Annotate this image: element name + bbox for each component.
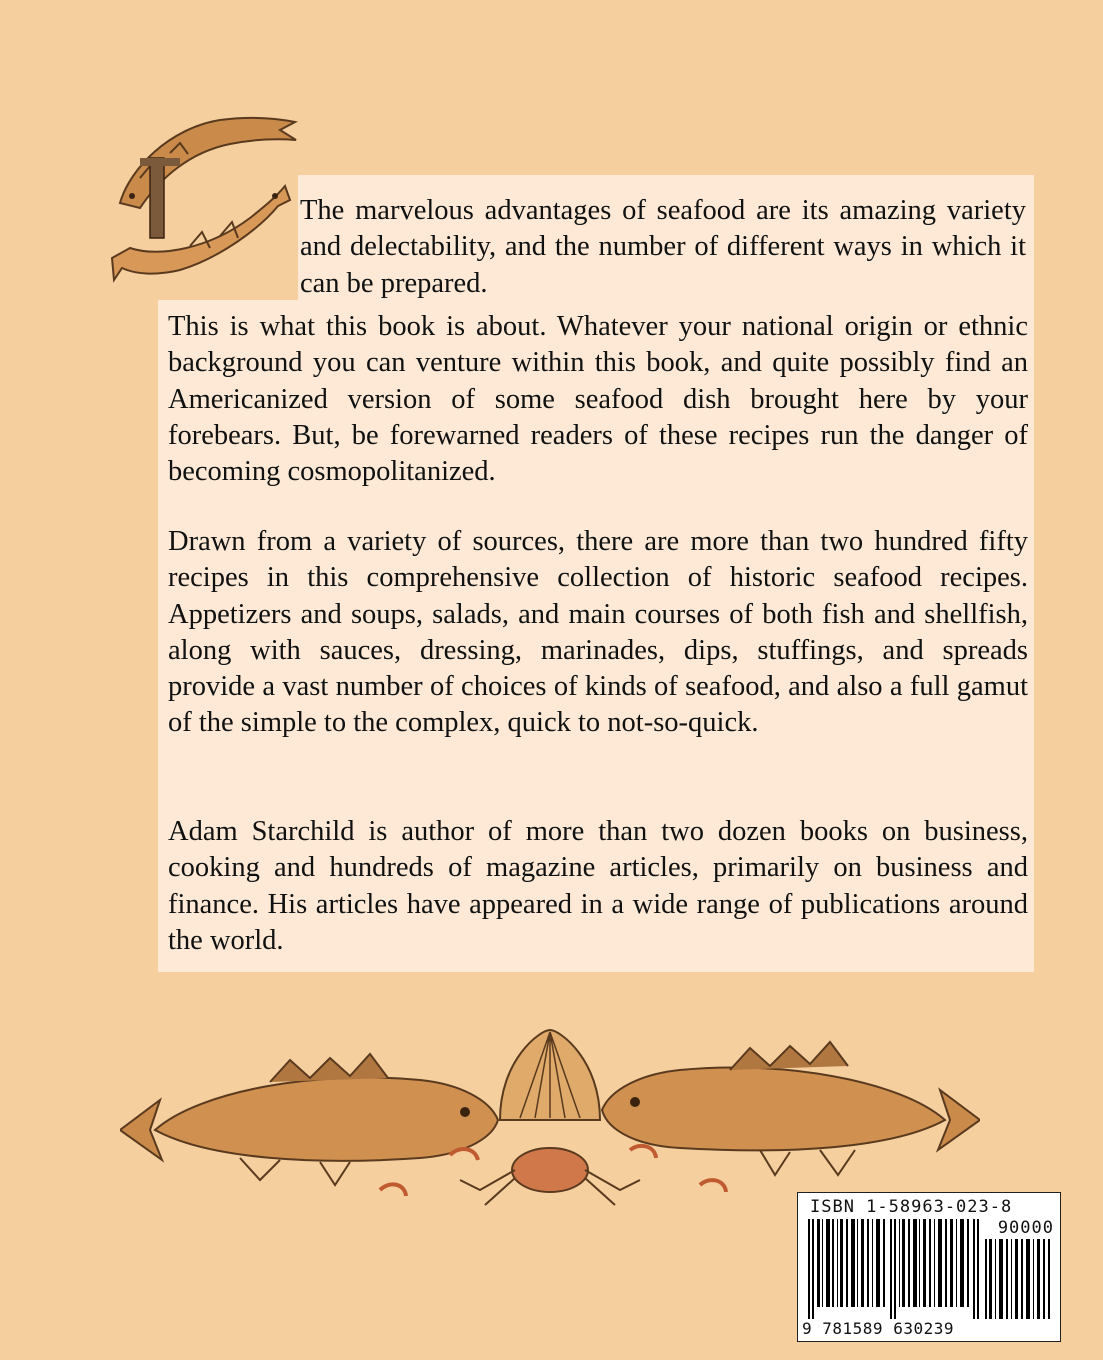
isbn-barcode	[797, 1192, 1061, 1342]
fish-drop-cap-illustration	[110, 108, 300, 284]
seafood-ornament-illustration	[120, 1020, 980, 1220]
body-paragraph-1: This is what this book is about. Whatever your national origin or ethnic background you can venture within this book, and quite possibly find an Americanized version of some seafood dish brought here by your forebears. But, be forewarned readers of these recipes run the danger of becoming cosmopolitanized.	[168, 311, 1028, 488]
ean-digits-text: 9 781589 630239	[802, 1319, 954, 1338]
price-barcode-bars	[983, 1239, 1053, 1319]
ean-barcode-bars	[806, 1219, 981, 1319]
isbn-text: ISBN 1-58963-023-8	[810, 1197, 1013, 1217]
intro-paragraph: The marvelous advantages of seafood are its amazing variety and delectability, and the number of different ways in which it can be prepared.	[300, 195, 1026, 299]
price-code-text: 90000	[997, 1218, 1054, 1238]
body-paragraph-2: Drawn from a variety of sources, there are more than two hundred fifty recipes in this comprehensive collection of historic seafood recipes. Appetizers and soups, salads, and main courses of both fish and shellfish, along with sauces, dressing, marinades, dips, stuffings, and spreads provide a vast number of choices of kinds of seafood, and also a full gamut of the simple to the complex, quick to not-so-quick.	[168, 526, 1028, 739]
author-bio-paragraph: Adam Starchild is author of more than two dozen books on business, cooking and hundreds of magazine articles, primarily on business and finance. His articles have appeared in a wide range of publications around the world.	[168, 816, 1028, 956]
